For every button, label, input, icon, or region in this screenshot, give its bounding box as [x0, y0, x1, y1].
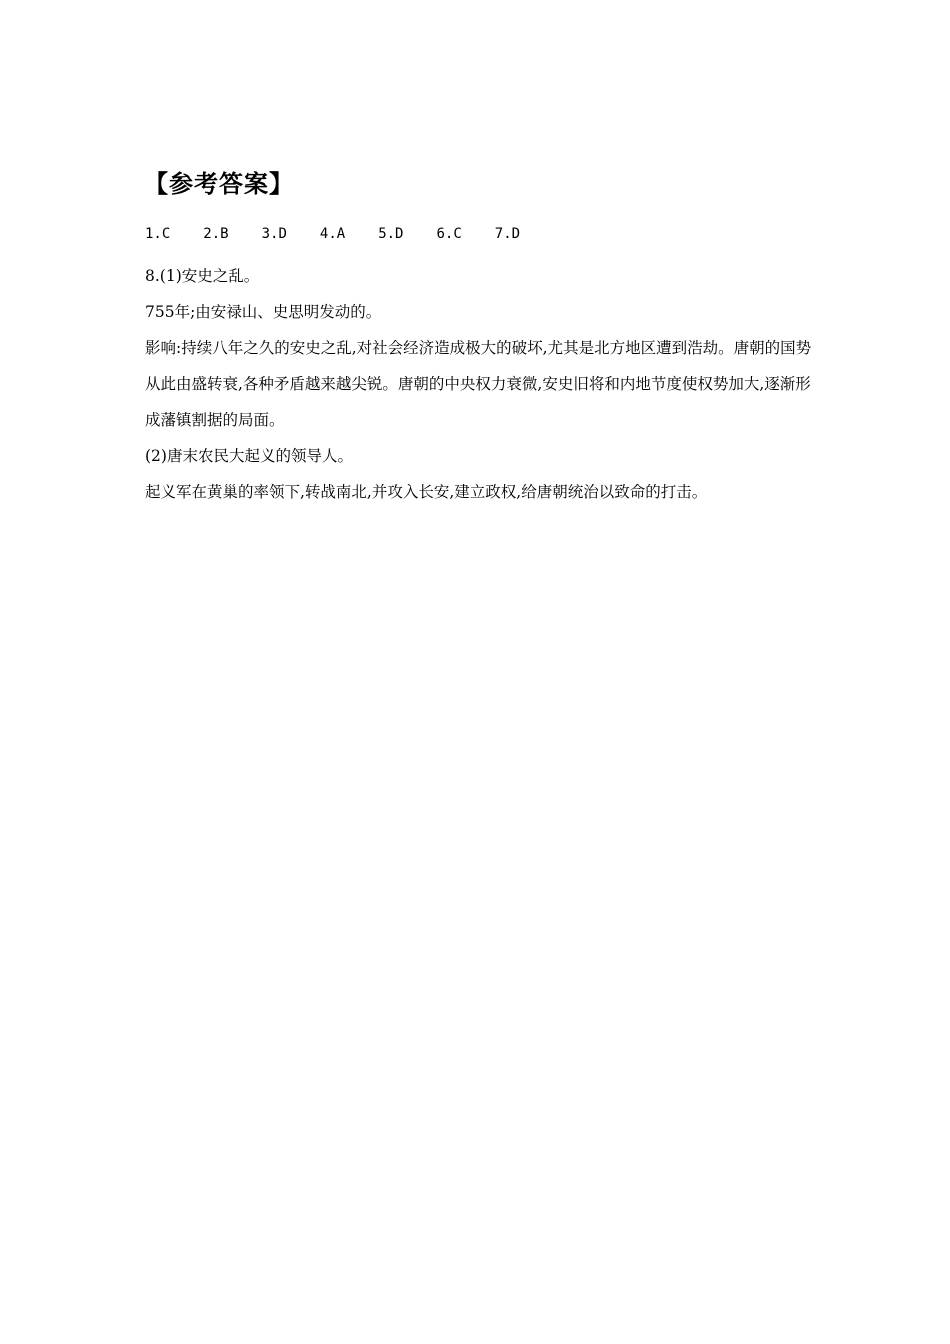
q8-part1-time: 755年;由安禄山、史思明发动的。 — [145, 303, 382, 321]
answer-4: 4.A — [319, 226, 346, 242]
answer-2: 2.B — [203, 226, 229, 242]
answer-5: 5.D — [378, 226, 404, 242]
answer-1: 1.C — [145, 226, 171, 242]
answer-heading: 【参考答案】 — [144, 170, 294, 198]
q8-part1-impact: 影响:持续八年之久的安史之乱,对社会经济造成极大的破坏,尤其是北方地区遭到浩劫。唐朝的国势从此由盛转衰,各种矛盾越来越尖锐。唐朝的中央权力衰微,安史旧将和内地节度使权势加大,逐渐形成藩镇割据的局面。 — [145, 339, 812, 429]
q8-part2-label: (2)唐末农民大起义的领导人。 — [145, 447, 353, 465]
question-8-answer — [145, 258, 815, 510]
q8-part1-label: 8.(1)安史之乱。 — [145, 267, 260, 285]
multiple-choice-answers — [145, 226, 553, 242]
answer-3: 3.D — [261, 226, 287, 242]
answer-6: 6.C — [436, 226, 462, 242]
answer-7: 7.D — [494, 226, 521, 242]
q8-part2-text: 起义军在黄巢的率领下,转战南北,并攻入长安,建立政权,给唐朝统治以致命的打击。 — [145, 483, 708, 501]
